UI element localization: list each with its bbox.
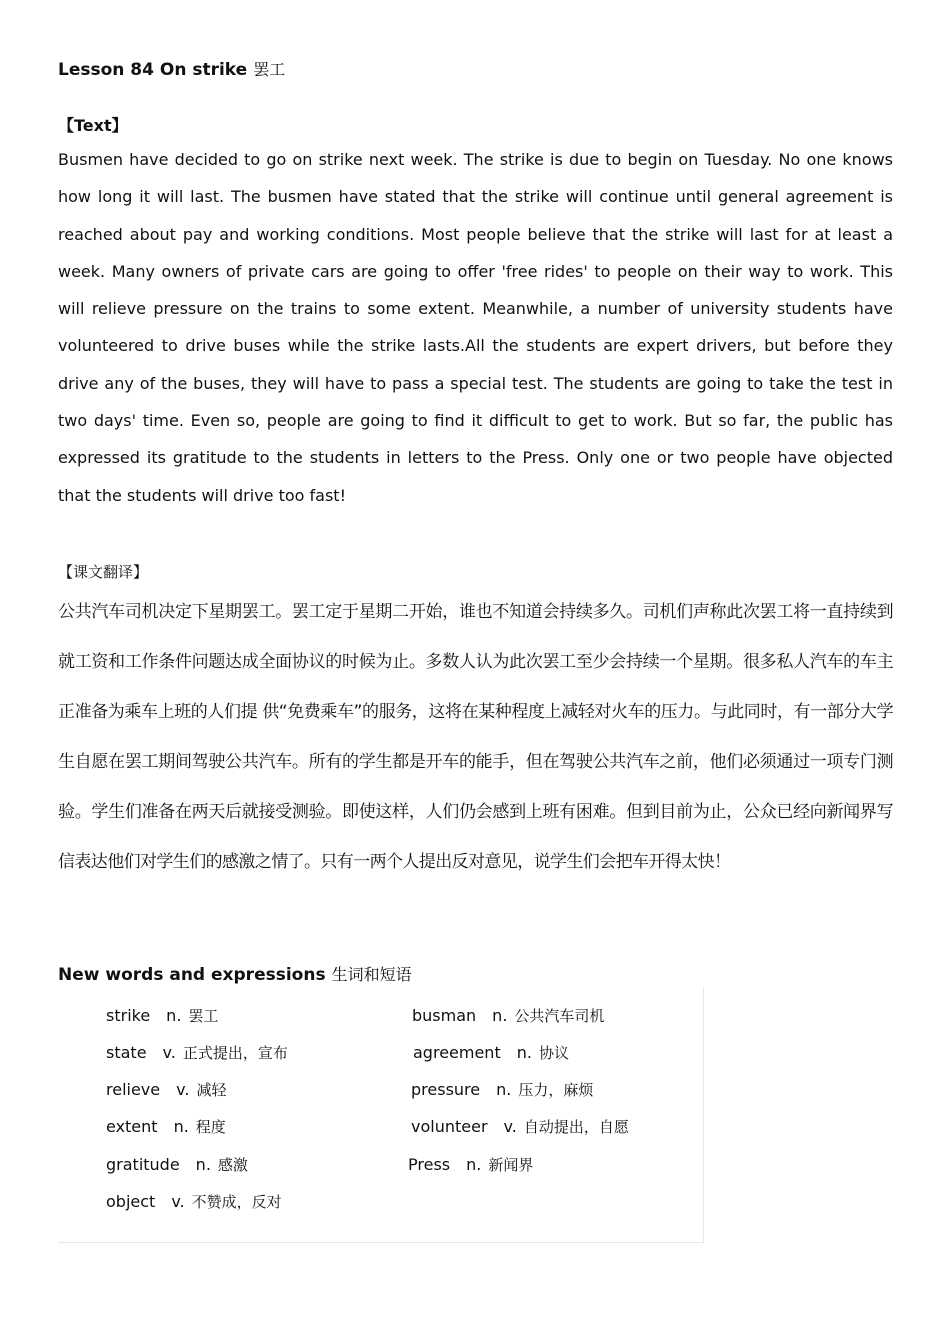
vocab-heading-zh: 生词和短语: [331, 965, 412, 984]
vocab-word: state: [106, 1043, 147, 1062]
translation-paragraph: 公共汽车司机决定下星期罢工。罢工定于星期二开始，谁也不知道会持续多久。司机们声称此次罢工将一直持续到就工资和工作条件问题达成全面协议的时候为止。多数人认为此次罢工至少会持续一个星期。很多私人汽车的车主正准备为乘车上班的人们提 供“免费乘车”的服务，这将在某种程度上减轻对火车的压力。与此同时，有一部分大学生自愿在罢工期间驾驶公共汽车。所有的学生都是开车的能手，但在驾驶公共汽车之前，他们必须通过一项专门测验。学生们准备在两天后就接受测验。即使这样，人们仍会感到上班有困难。但到目前为止，公众已经向新闻界写信表达他们对学生们的感激之情了。只有一两个人提出反对意见，说学生们会把车开得太快！: [58, 602, 893, 872]
vocab-row: [58, 1079, 703, 1103]
vocab-entry: [408, 1154, 533, 1175]
vocab-row: [58, 1191, 703, 1215]
vocab-entry: [106, 1154, 248, 1175]
vocab-word: object: [106, 1192, 156, 1211]
vocab-pos: v.: [162, 1043, 176, 1062]
lesson-title: [58, 57, 285, 80]
vocab-meaning: 程度: [195, 1118, 226, 1136]
vocab-pos: v.: [176, 1080, 190, 1099]
vocab-row: [58, 1154, 703, 1178]
lesson-title-zh: 罢工: [253, 60, 286, 79]
text-paragraph: Busmen have decided to go on strike next week. The strike is due to begin on Tuesday. No one knows how long it will last. The busmen have stated that the strike will continue until general agreement is reached about pay and working conditions. Most people believe that the strike will last for at least a week. Many owners of private cars are going to offer 'free rides' to people on their way to work. This will relieve pressure on the trains to some extent. Meanwhile, a number of university students have volunteered to drive buses while the strike lasts.All the students are expert drivers, but before they drive any of the buses, they will have to pass a special test. The students are going to take the test in two days' time. Even so, people are going to find it difficult to get to work. But so far, the public has expressed its gratitude to the students in letters to the Press. Only one or two people have objected that the students will drive too fast!: [58, 150, 893, 505]
vocab-meaning: 公共汽车司机: [514, 1007, 605, 1025]
vocab-entry: [411, 1079, 593, 1100]
vocab-meaning: 协议: [538, 1044, 569, 1062]
vocab-heading: [58, 962, 412, 985]
vocab-pos: n.: [516, 1043, 532, 1062]
vocab-word: extent: [106, 1117, 158, 1136]
vocab-meaning: 压力，麻烦: [518, 1081, 594, 1099]
vocab-pos: n.: [173, 1117, 189, 1136]
vocab-entry: [106, 1191, 282, 1212]
vocab-meaning: 减轻: [196, 1081, 227, 1099]
vocab-word: strike: [106, 1006, 151, 1025]
vocab-entry: [106, 1116, 226, 1137]
vocab-word: busman: [412, 1006, 477, 1025]
vocab-word: gratitude: [106, 1155, 180, 1174]
vocab-meaning: 正式提出，宣布: [182, 1044, 288, 1062]
translation-heading: 【课文翻译】: [58, 563, 149, 581]
vocab-row: [58, 1042, 703, 1066]
vocab-pos: n.: [166, 1006, 182, 1025]
vocab-heading-en: New words and expressions: [58, 965, 326, 985]
vocab-pos: n.: [496, 1080, 512, 1099]
text-heading: 【Text】: [58, 116, 128, 135]
vocab-entry: [106, 1079, 226, 1100]
vocab-meaning: 新闻界: [488, 1156, 534, 1174]
vocab-word: agreement: [413, 1043, 501, 1062]
vocab-meaning: 自动提出，自愿: [523, 1118, 629, 1136]
vocab-pos: v.: [171, 1192, 185, 1211]
lesson-title-en: Lesson 84 On strike: [58, 60, 248, 80]
vocab-pos: n.: [466, 1155, 482, 1174]
vocab-word: volunteer: [411, 1117, 488, 1136]
vocab-meaning: 不赞成，反对: [191, 1193, 282, 1211]
vocab-pos: v.: [503, 1117, 517, 1136]
vocab-pos: n.: [492, 1006, 508, 1025]
vocab-entry: [412, 1005, 604, 1026]
vocab-meaning: 罢工: [188, 1007, 219, 1025]
vocab-meaning: 感激: [217, 1156, 248, 1174]
vocab-entry: [411, 1116, 629, 1137]
vocab-entry: [106, 1005, 218, 1026]
vocab-word: Press: [408, 1155, 451, 1174]
vocab-entry: [413, 1042, 569, 1063]
vocab-word: relieve: [106, 1080, 161, 1099]
vocab-table: [58, 988, 704, 1243]
vocab-row: [58, 1005, 703, 1029]
vocab-word: pressure: [411, 1080, 481, 1099]
vocab-row: [58, 1116, 703, 1140]
vocab-entry: [106, 1042, 288, 1063]
vocab-pos: n.: [195, 1155, 211, 1174]
